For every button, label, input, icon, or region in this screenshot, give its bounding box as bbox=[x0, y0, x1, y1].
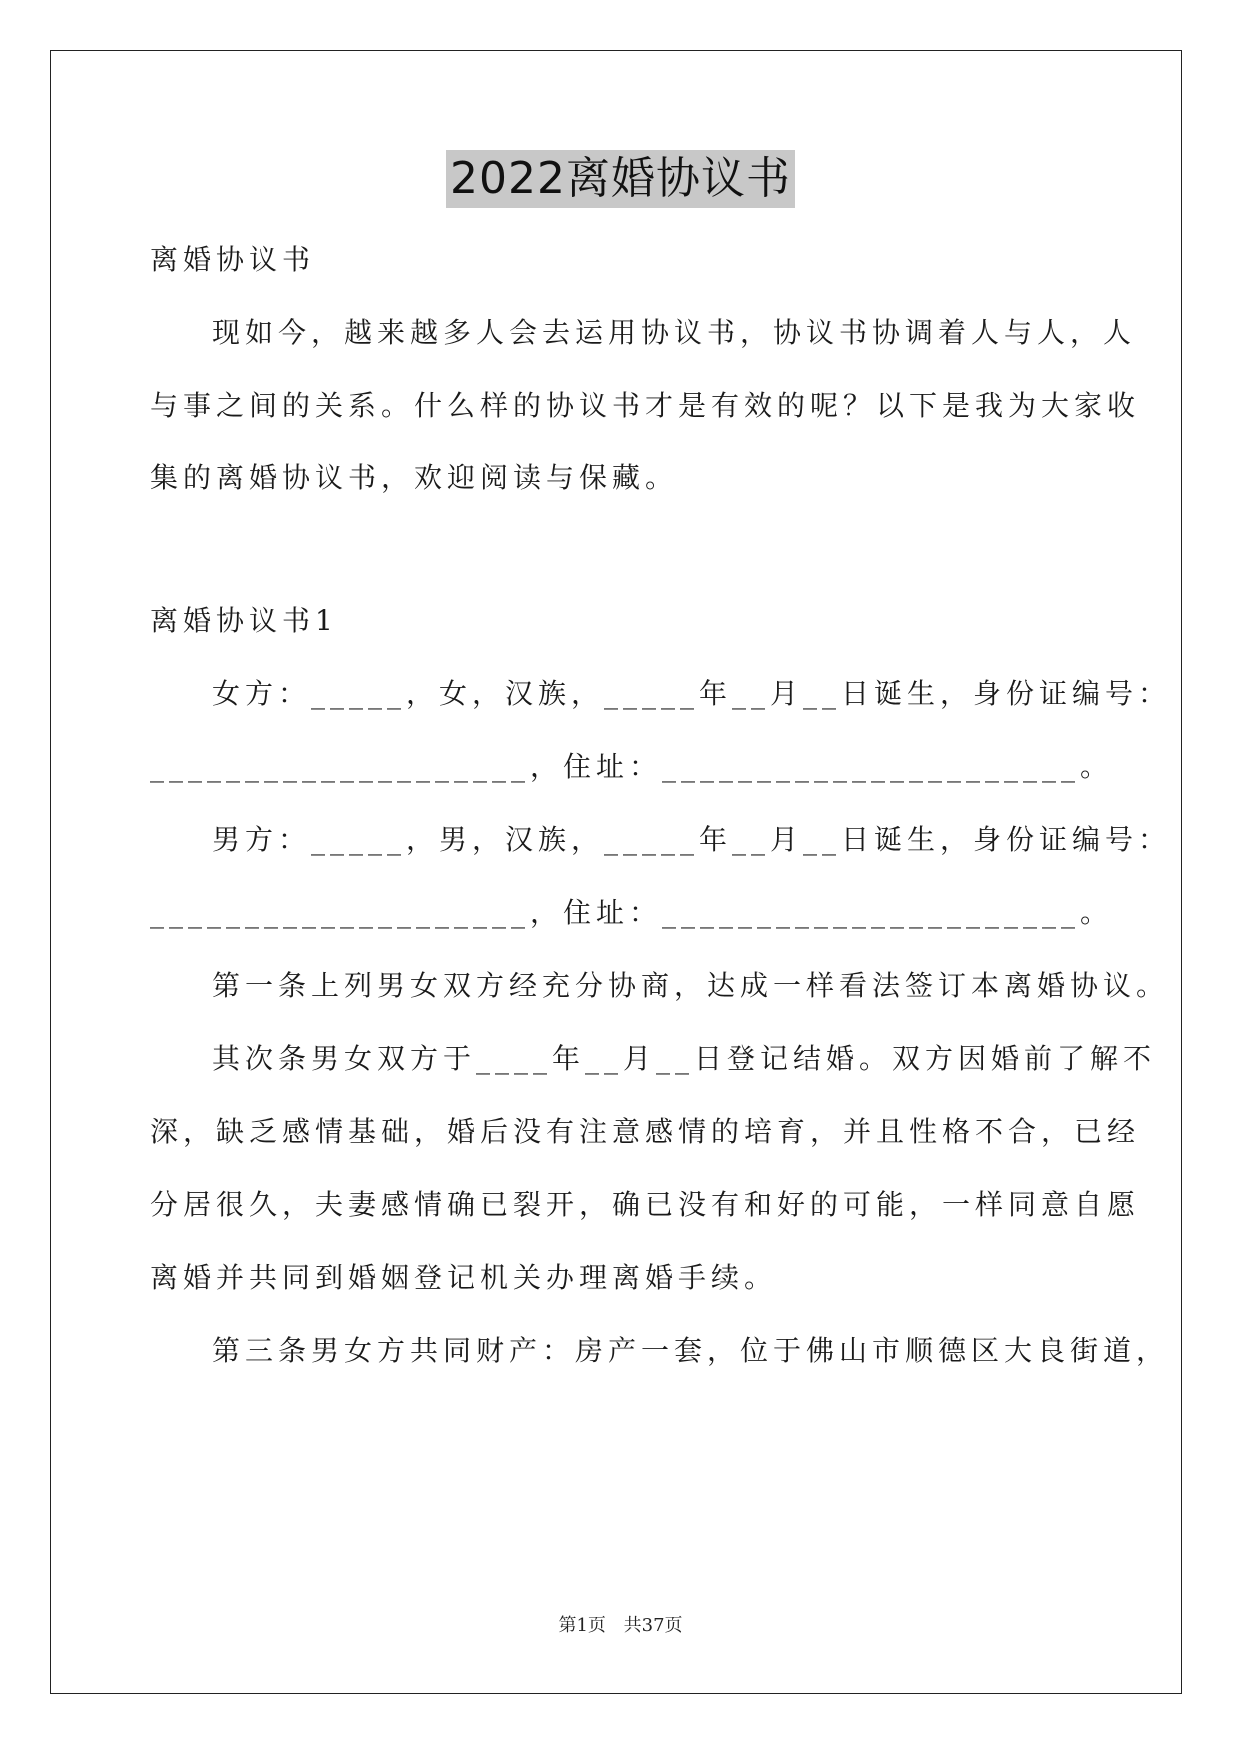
party-line: 女方：_____，女，汉族，_____年__月__日诞生，身份证编号： bbox=[212, 677, 1172, 710]
page-total: 共37页 bbox=[623, 1615, 683, 1636]
clause-line: 分居很久，夫妻感情确已裂开，确已没有和好的可能，一样同意自愿 bbox=[150, 1188, 1141, 1221]
party-line: 男方：_____，男，汉族，_____年__月__日诞生，身份证编号： bbox=[212, 823, 1172, 856]
document-title: 2022离婚协议书 bbox=[446, 150, 795, 208]
page-footer bbox=[0, 1614, 1241, 1638]
clause-line: 第三条男女方共同财产：房产一套，位于佛山市顺德区大良街道， bbox=[212, 1334, 1170, 1367]
paragraph-line: 集的离婚协议书，欢迎阅读与保藏。 bbox=[150, 461, 679, 494]
page-border bbox=[50, 50, 1182, 1694]
party-line: ____________________，住址：______________________。 bbox=[150, 896, 1114, 929]
title-container bbox=[0, 150, 1241, 208]
section-heading: 离婚协议书 bbox=[150, 243, 316, 276]
clause-line: 离婚并共同到婚姻登记机关办理离婚手续。 bbox=[150, 1261, 778, 1294]
section-heading: 离婚协议书1 bbox=[150, 604, 338, 637]
clause-line: 第一条上列男女双方经充分协商，达成一样看法签订本离婚协议。 bbox=[212, 969, 1170, 1002]
clause-line: 深，缺乏感情基础，婚后没有注意感情的培育，并且性格不合，已经 bbox=[150, 1115, 1141, 1148]
page-number: 第1页 bbox=[558, 1615, 606, 1636]
clause-line: 其次条男女双方于____年__月__日登记结婚。双方因婚前了解不 bbox=[212, 1042, 1157, 1075]
paragraph-line: 与事之间的关系。什么样的协议书才是有效的呢？以下是我为大家收 bbox=[150, 389, 1141, 422]
party-line: ____________________，住址：______________________。 bbox=[150, 750, 1114, 783]
paragraph-line: 现如今，越来越多人会去运用协议书，协议书协调着人与人，人 bbox=[212, 316, 1137, 349]
